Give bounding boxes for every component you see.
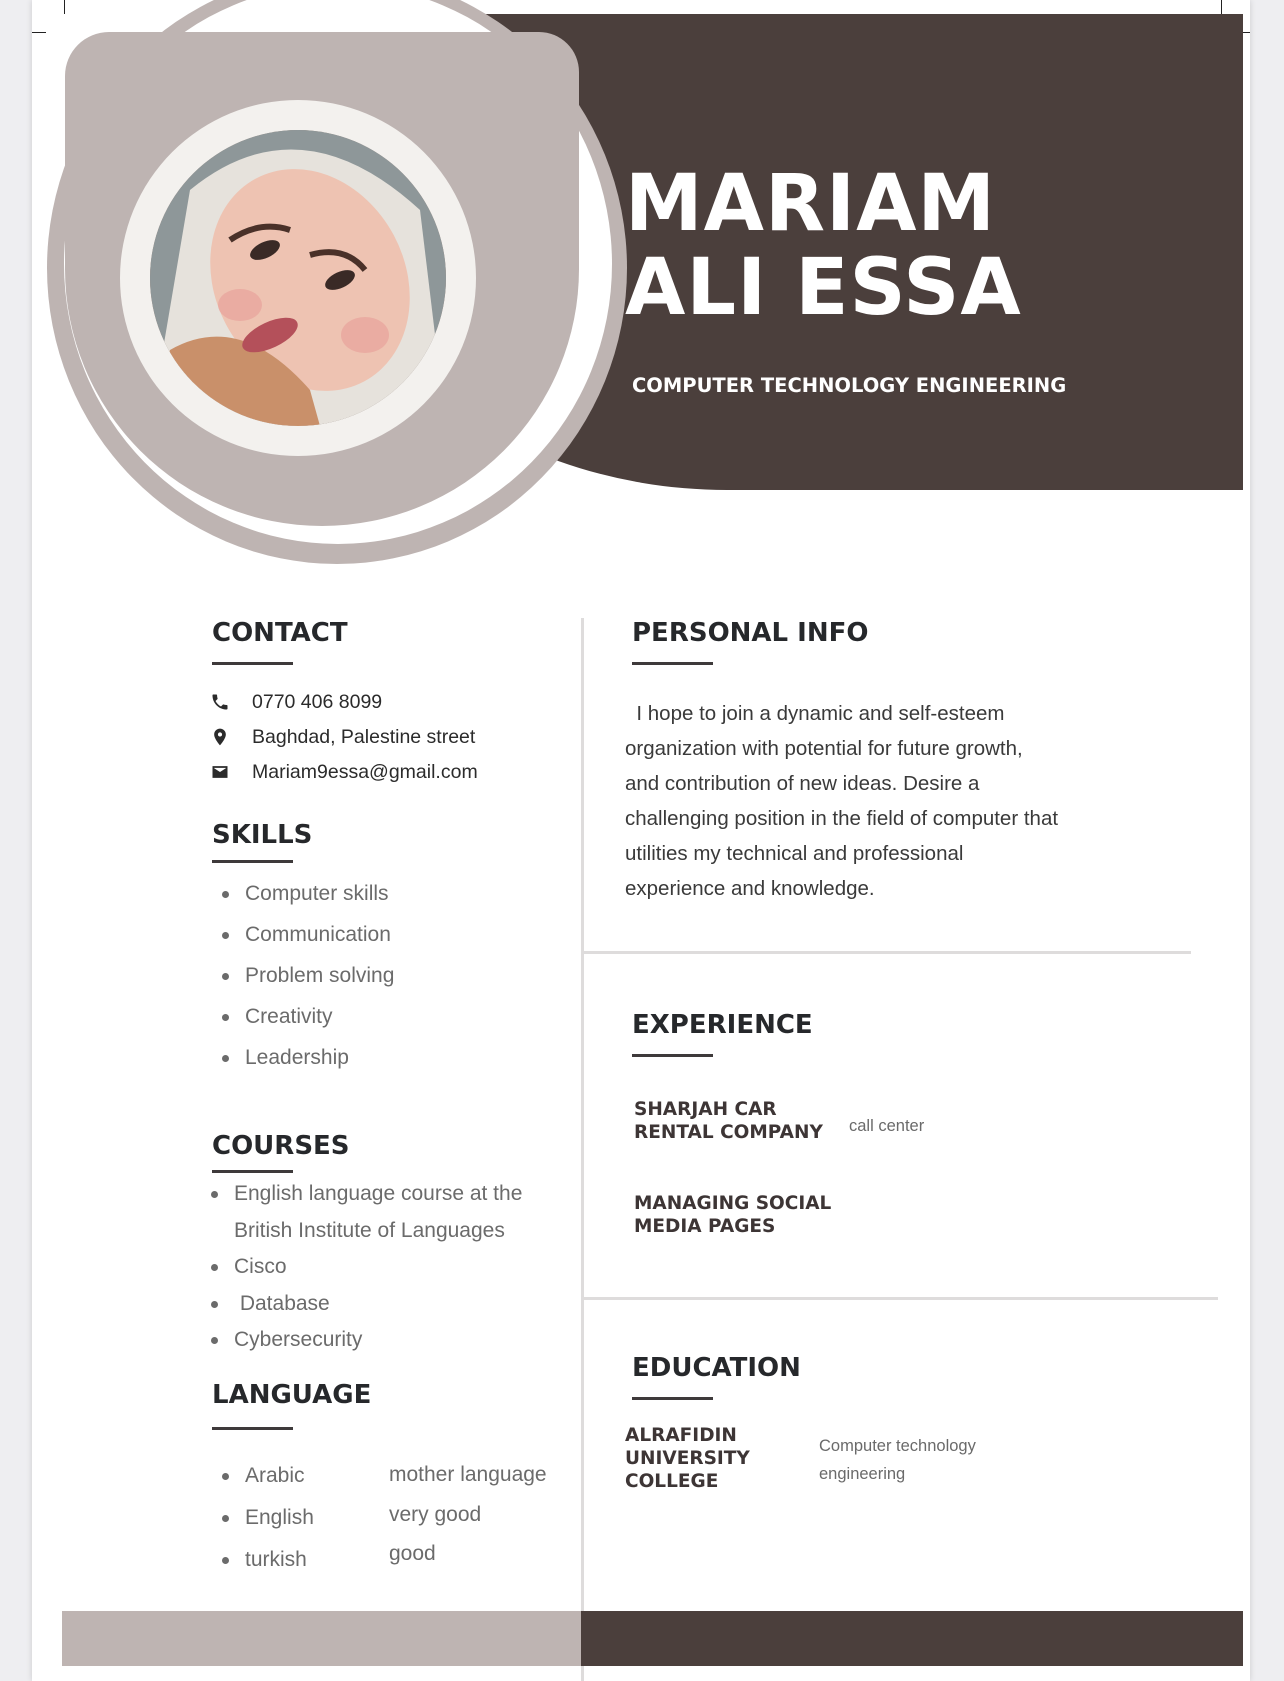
heading-underline <box>212 662 293 665</box>
language-level: good <box>389 1542 436 1565</box>
contact-address <box>208 725 475 749</box>
experience-heading: EXPERIENCE <box>632 1010 813 1040</box>
language-name: turkish <box>219 1539 314 1581</box>
experience-desc: call center <box>849 1117 925 1135</box>
column-divider <box>581 618 584 1681</box>
list-item: English language course at the <box>208 1176 522 1213</box>
heading-underline <box>632 662 713 665</box>
personal-info-text <box>625 696 1095 906</box>
skills-list <box>219 873 394 1078</box>
resume-page <box>32 0 1250 1681</box>
section-divider <box>581 951 1191 954</box>
list-item: Cybersecurity <box>208 1322 522 1359</box>
heading-underline <box>212 860 293 863</box>
footer-bar-right <box>581 1611 1243 1666</box>
degree-line: engineering <box>819 1465 906 1483</box>
language-level: very good <box>389 1503 482 1526</box>
profile-photo <box>150 130 446 426</box>
institution-line: UNIVERSITY <box>625 1448 750 1469</box>
crop-mark <box>64 0 65 14</box>
paragraph-line: organization with potential for future growth, <box>625 737 1023 760</box>
skills-heading: SKILLS <box>212 820 313 850</box>
heading-underline <box>212 1170 293 1173</box>
paragraph-line: challenging position in the field of computer that <box>625 807 1059 830</box>
title-line: MEDIA PAGES <box>634 1216 776 1237</box>
envelope-icon <box>208 760 232 784</box>
contact-phone <box>208 690 382 714</box>
language-name: Arabic <box>219 1455 314 1497</box>
list-item: Creativity <box>219 996 394 1037</box>
language-list <box>219 1455 314 1581</box>
list-item: Communication <box>219 914 394 955</box>
list-item: Leadership <box>219 1037 394 1078</box>
candidate-name <box>625 159 1022 333</box>
institution-line: COLLEGE <box>625 1471 719 1492</box>
language-heading: LANGUAGE <box>212 1380 372 1410</box>
contact-email <box>208 760 478 784</box>
education-institution <box>625 1424 750 1493</box>
experience-title <box>634 1098 823 1144</box>
address-text: Baghdad, Palestine street <box>252 725 476 748</box>
language-level: mother language <box>389 1463 547 1486</box>
contact-heading: CONTACT <box>212 618 348 648</box>
footer-bar-left <box>62 1611 581 1666</box>
title-line: RENTAL COMPANY <box>634 1122 823 1143</box>
title-line: SHARJAH CAR <box>634 1099 777 1120</box>
experience-title <box>634 1192 831 1238</box>
phone-icon <box>208 690 232 714</box>
list-item: Cisco <box>208 1249 522 1286</box>
name-line-2: ALI ESSA <box>625 243 1022 333</box>
section-divider <box>581 1297 1218 1300</box>
paragraph-line: experience and knowledge. <box>625 877 875 900</box>
paragraph-line: utilities my technical and professional <box>625 842 964 865</box>
personal-info-heading: PERSONAL INFO <box>632 618 869 648</box>
heading-underline <box>632 1054 713 1057</box>
name-line-1: MARIAM <box>625 159 997 249</box>
title-line: MANAGING SOCIAL <box>634 1193 832 1214</box>
courses-heading: COURSES <box>212 1131 350 1161</box>
paragraph-line: and contribution of new ideas. Desire a <box>625 772 980 795</box>
courses-list <box>208 1176 522 1359</box>
list-item: Database <box>208 1286 522 1323</box>
list-item: Problem solving <box>219 955 394 996</box>
heading-underline <box>212 1427 293 1430</box>
language-name: English <box>219 1497 314 1539</box>
list-item: Computer skills <box>219 873 394 914</box>
heading-underline <box>632 1397 713 1400</box>
location-pin-icon <box>208 725 232 749</box>
crop-mark <box>32 32 46 33</box>
email-address: Mariam9essa@gmail.com <box>252 760 478 783</box>
paragraph-line: I hope to join a dynamic and self-esteem <box>625 702 1005 725</box>
list-item-continuation: British Institute of Languages <box>234 1218 505 1242</box>
degree-line: Computer technology <box>819 1437 976 1455</box>
phone-number: 0770 406 8099 <box>252 690 383 713</box>
institution-line: ALRAFIDIN <box>625 1425 737 1446</box>
crop-mark <box>1221 0 1222 14</box>
job-title: COMPUTER TECHNOLOGY ENGINEERING <box>632 374 1067 397</box>
education-degree <box>819 1432 976 1488</box>
portrait-illustration <box>150 130 446 426</box>
education-heading: EDUCATION <box>632 1353 801 1383</box>
